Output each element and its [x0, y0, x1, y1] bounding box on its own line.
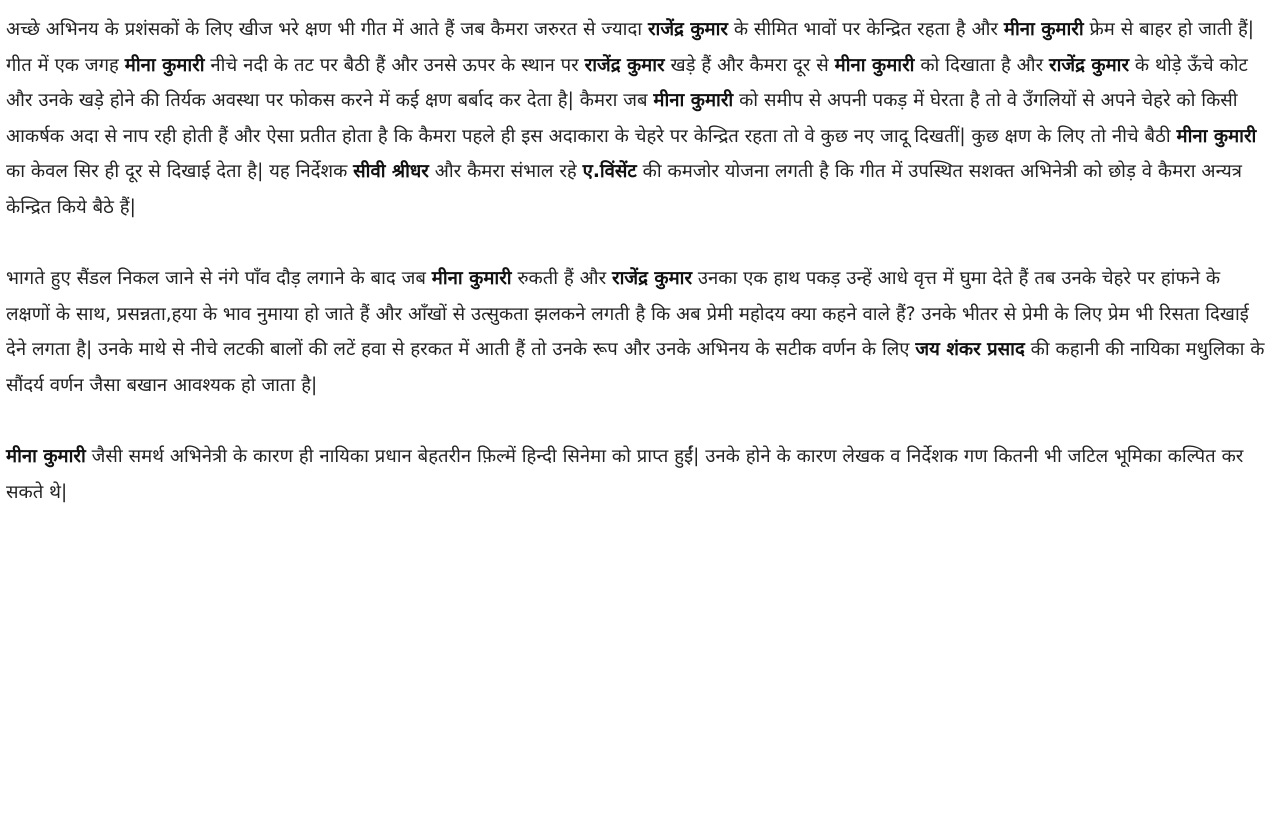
paragraph-text: फ्रेम से बाहर हो जाती हैं| गीत में एक जगह	[6, 19, 1255, 76]
paragraph-text: जैसी समर्थ अभिनेत्री के कारण ही नायिका प्रधान बेहतरीन फ़िल्में हिन्दी सिनेमा को प्राप्त हुईं| उनके होने के कारण लेखक व निर्देशक गण कितनी भी जटिल भूमिका कल्पित कर सकते थे|	[6, 446, 1244, 503]
paragraph-text: के सीमित भावों पर केन्द्रित रहता है और	[727, 19, 1004, 40]
paragraph-text: की कमजोर योजना लगती है कि गीत में उपस्थित सशक्त अभिनेत्री को छोड़ वे कैमरा अन्यत्र केन्द्रित किये बैठे हैं|	[6, 161, 1242, 218]
highlighted-name: मीना कुमारी	[1003, 19, 1084, 40]
highlighted-name: मीना कुमारी	[6, 446, 86, 467]
paragraph-text: की कहानी की नायिका मधुलिका के सौंदर्य वर्णन जैसा बखान आवश्यक हो जाता है|	[6, 339, 1265, 396]
paragraph-text: भागते हुए सैंडल निकल जाने से नंगे पाँव दौड़ लगाने के बाद जब	[6, 268, 432, 289]
paragraph-text: अच्छे अभिनय के प्रशंसकों के लिए खीज भरे क्षण भी गीत में आते हैं जब कैमरा जरुरत से ज्यादा	[6, 19, 648, 40]
highlighted-name: ए.विंसेंट	[582, 161, 637, 182]
paragraph-text: उनका एक हाथ पकड़ उन्हें आधे वृत्त में घुमा देते हैं तब उनके चेहरे पर हांफने के लक्षणों के साथ, प्रसन्नता,हया के भाव नुमाया हो जाते हैं और आँखों से उत्सुकता झलकने लगती है कि अब प्रेमी महोदय क्या कहने वाले हैं? उनके भीतर से प्रेमी के लिए प्रेम भी रिसता दिखाई देने लगता है| उनके माथे से नीचे लटकी बालों की लटें हवा से हरकत में आती हैं तो उनके रूप और उनके अभिनय के सटीक वर्णन के लिए	[6, 268, 1249, 360]
paragraph-text: के थोड़े ऊँचे कोट और उनके खड़े होने की तिर्यक अवस्था पर फोकस करने में कई क्षण बर्बाद कर देता है| कैमरा जब	[6, 54, 1248, 111]
paragraph-text: खड़े हैं और कैमरा दूर से	[664, 54, 835, 76]
paragraph-text: को दिखाता है और	[914, 54, 1050, 76]
highlighted-name: मीना कुमारी	[431, 268, 512, 289]
highlighted-name: मीना कुमारी	[834, 54, 915, 76]
article-paragraph	[6, 439, 1265, 510]
paragraph-text: को समीप से अपनी पकड़ में घेरता है तो वे उँगलियों से अपने चेहरे को किसी आकर्षक अदा से नाप रही होती हैं और ऐसा प्रतीत होता है कि कैमरा पहले ही इस अदाकारा के चेहरे पर केन्द्रित रहता तो वे कुछ नए जादू दिखतीं| कुछ क्षण के लिए तो नीचे बैठी	[6, 90, 1238, 147]
highlighted-name: राजेंद्र कुमार	[612, 268, 693, 289]
paragraph-text: रुकती हैं और	[511, 268, 613, 289]
highlighted-name: जय शंकर प्रसाद	[915, 339, 1025, 360]
highlighted-name: राजेंद्र कुमार	[647, 19, 728, 40]
paragraph-text: और कैमरा संभाल रहे	[428, 161, 583, 182]
highlighted-name: राजेंद्र कुमार	[1049, 54, 1130, 76]
highlighted-name: मीना कुमारी	[653, 90, 734, 111]
highlighted-name: मीना कुमारी	[124, 54, 205, 76]
article-paragraph	[6, 12, 1265, 225]
highlighted-name: मीना कुमारी	[1176, 125, 1257, 147]
paragraph-text: का केवल सिर ही दूर से दिखाई देता है| यह निर्देशक	[6, 161, 354, 182]
highlighted-name: सीवी श्रीधर	[353, 161, 429, 182]
highlighted-name: राजेंद्र कुमार	[584, 54, 665, 76]
article-paragraph	[6, 261, 1265, 403]
paragraph-text: नीचे नदी के तट पर बैठी हैं और उनसे ऊपर के स्थान पर	[204, 54, 585, 76]
